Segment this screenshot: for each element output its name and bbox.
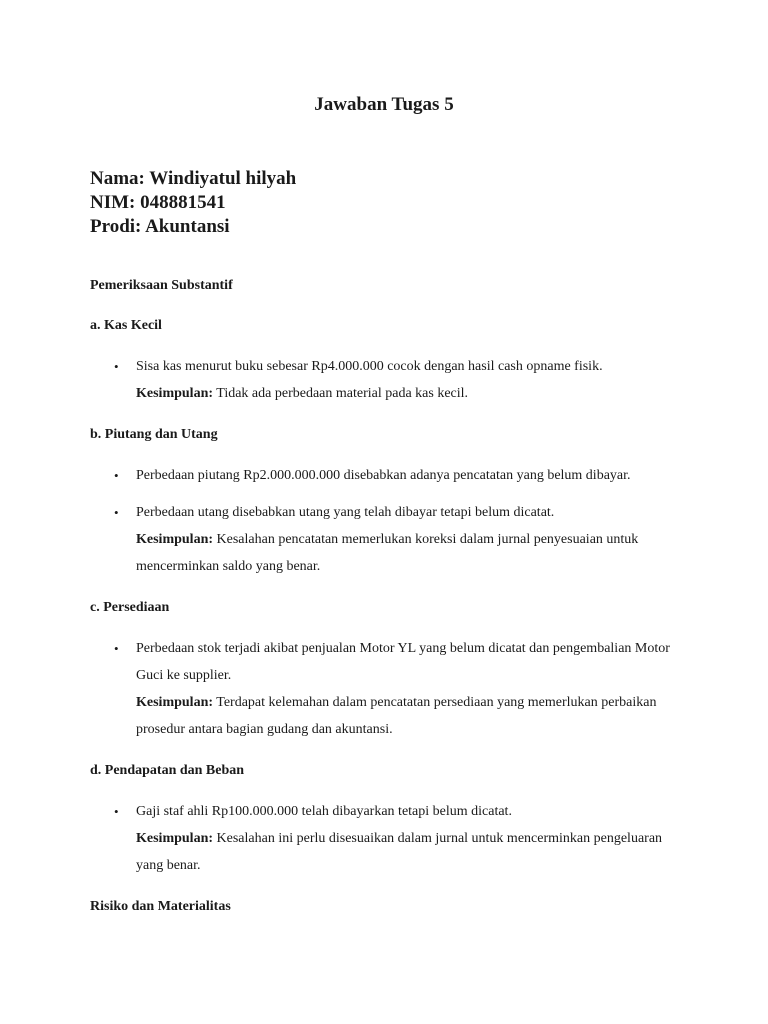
item-text: Perbedaan piutang Rp2.000.000.000 disebabkan adanya pencatatan yang belum dibayar.	[136, 468, 631, 483]
bullet-icon: •	[114, 359, 119, 374]
item-text: Perbedaan stok terjadi akibat penjualan Motor YL yang belum dicatat dan pengembalian Motor Guci ke supplier.	[136, 641, 670, 683]
item-text: Sisa kas menurut buku sebesar Rp4.000.000 cocok dengan hasil cash opname fisik.	[136, 359, 603, 374]
item-text: Gaji staf ahli Rp100.000.000 telah dibayarkan tetapi belum dicatat.	[136, 804, 512, 819]
document-title: Jawaban Tugas 5	[314, 94, 454, 115]
subsection-heading: b. Piutang dan Utang	[90, 427, 218, 442]
item-conclusion	[136, 825, 690, 879]
student-nim: NIM: 048881541	[90, 192, 226, 213]
section-title: Pemeriksaan Substantif	[90, 278, 233, 293]
conclusion-label: Kesimpulan:	[136, 386, 214, 401]
list-item	[90, 635, 690, 743]
conclusion-label: Kesimpulan:	[136, 695, 214, 710]
list-item	[90, 499, 690, 580]
item-conclusion	[136, 689, 690, 743]
subsection-heading: c. Persediaan	[90, 600, 170, 615]
item-conclusion	[136, 380, 690, 407]
bullet-icon: •	[114, 505, 119, 520]
next-section-title: Risiko dan Materialitas	[90, 899, 231, 914]
content	[90, 276, 690, 879]
bullet-icon: •	[114, 804, 119, 819]
subsection-heading: d. Pendapatan dan Beban	[90, 763, 245, 778]
conclusion-text: Kesalahan ini perlu disesuaikan dalam jurnal untuk mencerminkan pengeluaran yang benar.	[136, 831, 663, 873]
list-item	[90, 798, 690, 879]
conclusion-text: Tidak ada perbedaan material pada kas kecil.	[216, 386, 469, 401]
conclusion-text: Kesalahan pencatatan memerlukan koreksi dalam jurnal penyesuaian untuk mencerminkan saldo yang benar.	[136, 532, 639, 574]
conclusion-label: Kesimpulan:	[136, 532, 214, 547]
student-info	[90, 167, 296, 239]
list-item	[90, 462, 690, 489]
subsection-heading: a. Kas Kecil	[90, 318, 162, 333]
conclusion-text: Terdapat kelemahan dalam pencatatan persediaan yang memerlukan perbaikan prosedur antara bagian gudang dan akuntansi.	[136, 695, 657, 737]
student-prodi: Prodi: Akuntansi	[90, 216, 230, 237]
item-text: Perbedaan utang disebabkan utang yang telah dibayar tetapi belum dicatat.	[136, 505, 555, 520]
bullet-icon: •	[114, 641, 119, 656]
bullet-list	[90, 353, 690, 407]
list-item	[90, 353, 690, 407]
bullet-list	[90, 798, 690, 879]
bullet-list	[90, 462, 690, 580]
student-name: Nama: Windiyatul hilyah	[90, 168, 297, 189]
bullet-icon: •	[114, 468, 119, 483]
conclusion-label: Kesimpulan:	[136, 831, 214, 846]
item-conclusion	[136, 526, 690, 580]
bullet-list	[90, 635, 690, 743]
